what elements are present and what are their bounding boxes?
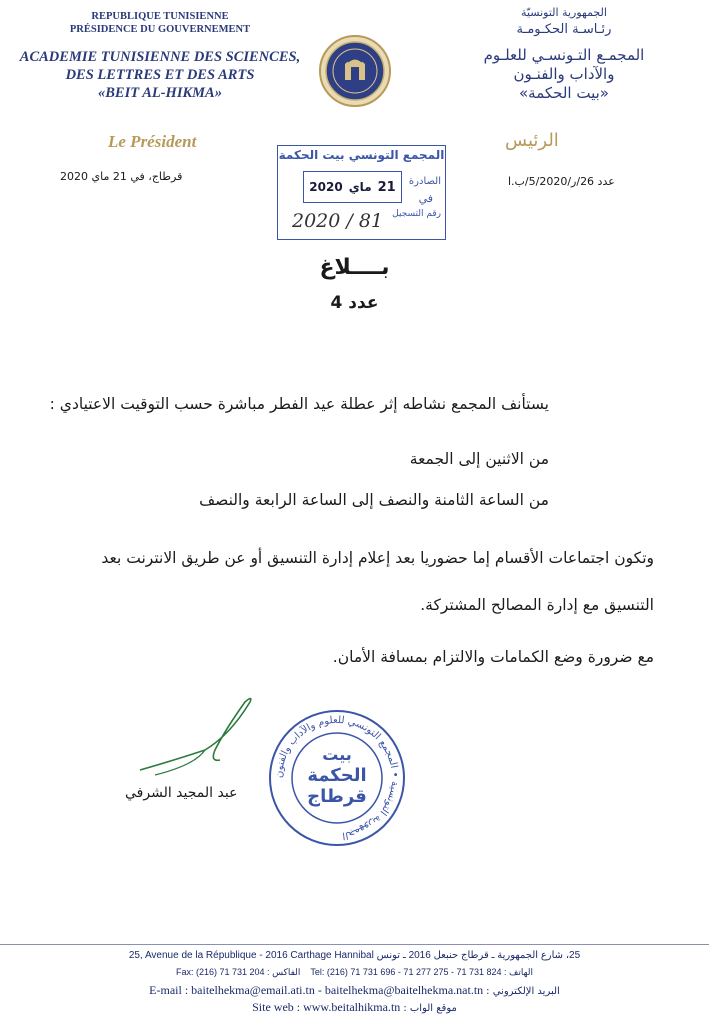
- seal-center-line3: قرطاج: [307, 786, 367, 807]
- footer-address: [0, 950, 709, 961]
- body-paragraph-4b: التنسيق مع إدارة المصالح المشتركة.: [420, 596, 654, 614]
- body-paragraph-4a: وتكون اجتماعات الأقسام إما حضوريا بعد إعلام إدارة التنسيق أو عن طريق الانترنت بعد: [101, 549, 654, 567]
- footer-phone: [0, 967, 709, 978]
- signature: [135, 690, 265, 790]
- stamp-handwritten-number: 2020 / 81: [292, 210, 384, 232]
- header-ar-academy: المجمـع التـونسـي للعلـوم: [483, 46, 645, 64]
- body-paragraph-1: يستأنف المجمع نشاطه إثر عطلة عيد الفطر مباشرة حسب التوقيت الاعتيادي :: [49, 395, 549, 413]
- header-fr-academy: ACADEMIE TUNISIENNE DES SCIENCES,: [19, 49, 301, 65]
- footer-address-ar: 25، شارع الجمهورية ـ قرطاج حنبعل 2016 ـ تونس: [376, 950, 581, 961]
- footer-site-ar: : موقع الواب: [403, 1003, 457, 1014]
- stamp-number-label: رقم التسجيل: [392, 209, 441, 219]
- stamp-date-box: [303, 171, 402, 203]
- footer-email-fr: E-mail : baitelhekma@email.ati.tn - baitelhekma@baitelhekma.nat.tn: [149, 983, 484, 997]
- header-fr-republic: REPUBLIQUE TUNISIENNE: [91, 11, 229, 22]
- header-ar-republic: الجمهورية التونسيّة: [521, 6, 607, 19]
- official-seal: [267, 708, 407, 848]
- header-fr-presidency: PRÉSIDENCE DU GOUVERNEMENT: [69, 24, 251, 35]
- title-president-ar: الرئيس: [505, 130, 559, 151]
- academy-logo: [318, 34, 392, 108]
- footer-tel: Tel: (216) 71 731 696 - 71 277 275 - 71 731 824 : الهاتف: [310, 967, 533, 977]
- header-fr-beit: «BEIT AL-HIKMA»: [98, 85, 222, 101]
- signature-scribble-icon: [135, 690, 265, 790]
- logo-emblem-icon: [318, 34, 392, 108]
- stamp-day: 21: [377, 179, 396, 195]
- announcement-title: بــــلاغ: [319, 255, 390, 280]
- document-date: قرطاج، في 21 ماي 2020: [60, 170, 183, 183]
- header-french: [10, 10, 310, 102]
- footer-address-fr: 25, Avenue de la République - 2016 Carthage Hannibal: [128, 950, 374, 961]
- body-paragraph-2: من الاثنين إلى الجمعة: [409, 450, 549, 468]
- stamp-issued-label: الصادرة: [408, 176, 441, 187]
- reference-number: عدد 26/ر/5/2020/ب.ا: [508, 175, 615, 188]
- footer-email: [0, 983, 709, 998]
- stamp-in-label: في: [418, 192, 433, 205]
- stamp-title: المجمع التونسي بيت الحكمة: [278, 148, 445, 162]
- footer-email-ar: : البريد الإلكتروني: [486, 986, 560, 997]
- body-paragraph-3: من الساعة الثامنة والنصف إلى الساعة الرابعة والنصف: [199, 491, 549, 509]
- seal-ring-text: الجمهورية التونسية • المجمع التونسي للعلوم والآداب والفنون: [273, 714, 401, 841]
- seal-center-line1: بيت: [322, 745, 352, 764]
- signatory-name: عبد المجيد الشرفي: [125, 785, 238, 801]
- footer-fax: Fax: (216) 71 731 204 : الفاكس: [176, 967, 301, 977]
- header-ar-letters: والآداب والفنـون: [513, 65, 615, 83]
- seal-center-line2: الحكمة: [307, 765, 367, 786]
- header-arabic: [439, 5, 689, 103]
- stamp-month: ماي: [348, 180, 372, 194]
- seal-center: [267, 744, 407, 807]
- header-ar-presidency: رئـاسـة الحكـومـة: [516, 22, 612, 37]
- stamp-year: 2020: [309, 180, 343, 194]
- header-ar-beit: «بيت الحكمة»: [519, 84, 609, 102]
- body-paragraph-5: مع ضرورة وضع الكمامات والالتزام بمسافة الأمان.: [332, 648, 654, 666]
- footer-website: [0, 1000, 709, 1015]
- title-president-fr: Le Président: [108, 132, 197, 151]
- footer-divider: [0, 944, 709, 945]
- reception-stamp: [277, 145, 446, 240]
- footer-site-fr: Site web : www.beitalhikma.tn: [252, 1000, 401, 1014]
- announcement-number: عدد 4: [330, 293, 379, 313]
- header-fr-letters: DES LETTRES ET DES ARTS: [65, 67, 255, 83]
